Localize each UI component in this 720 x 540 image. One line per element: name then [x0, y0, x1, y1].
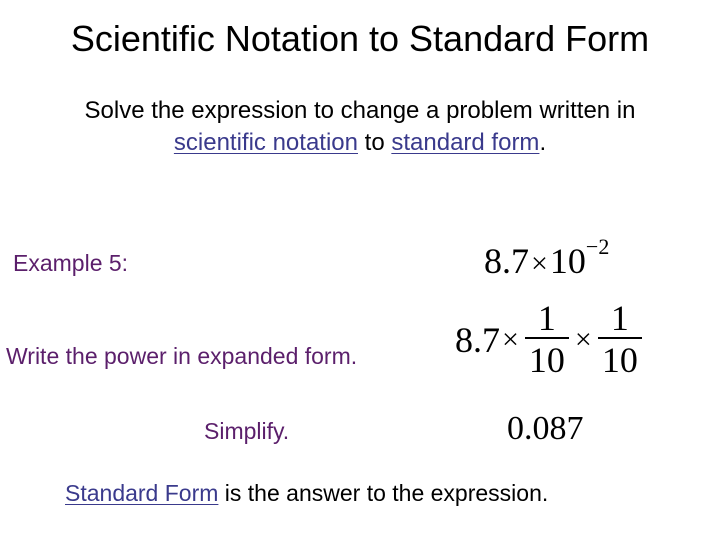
- intro-connector: to: [358, 129, 392, 156]
- simplified-result: 0.087: [507, 410, 584, 447]
- times-sign: ×: [574, 323, 592, 356]
- intro-period: .: [539, 129, 547, 156]
- expanded-coefficient: 8.7: [455, 320, 500, 360]
- standard-form-link[interactable]: standard form: [391, 129, 540, 156]
- scientific-expression: [484, 234, 610, 282]
- fraction-denominator: 10: [528, 340, 565, 380]
- fraction: [525, 299, 569, 381]
- fraction-numerator: 1: [537, 298, 556, 338]
- times-sign: ×: [502, 323, 519, 356]
- exponent: −2: [585, 234, 610, 259]
- footer-text: is the answer to the expression.: [218, 480, 549, 506]
- times-sign: ×: [531, 247, 548, 280]
- base: 10: [549, 241, 586, 281]
- fraction-denominator: 10: [601, 340, 638, 380]
- standard-form-footer-link[interactable]: Standard Form: [65, 480, 219, 506]
- step-expand-label: Write the power in expanded form.: [6, 343, 358, 369]
- step-simplify-label: Simplify.: [204, 418, 290, 444]
- intro-line-2: [0, 129, 720, 157]
- slide-title: Scientific Notation to Standard Form: [70, 18, 650, 59]
- intro-line-1: Solve the expression to change a problem written in: [84, 97, 636, 124]
- scientific-notation-link[interactable]: scientific notation: [173, 129, 358, 156]
- fraction: [598, 299, 642, 381]
- footer-statement: [65, 480, 548, 507]
- fraction-numerator: 1: [610, 298, 629, 338]
- expanded-expression: [455, 296, 646, 384]
- example-label: Example 5:: [13, 250, 129, 276]
- coefficient: 8.7: [484, 241, 529, 281]
